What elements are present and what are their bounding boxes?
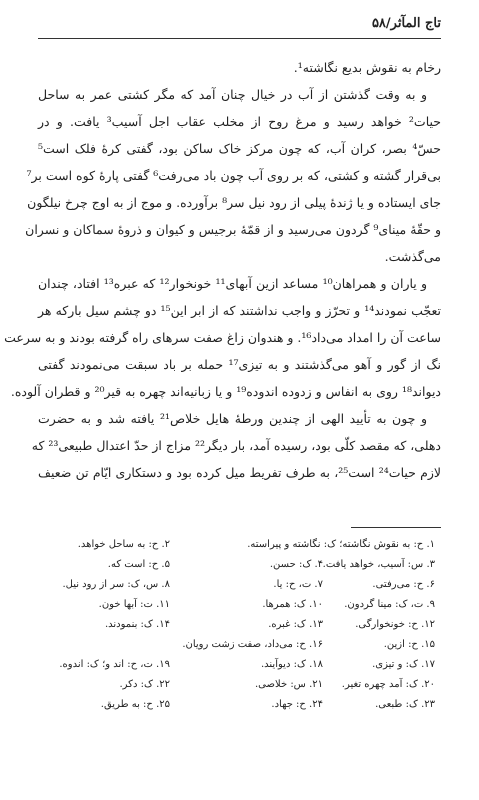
footnote: ۲۳. ک: طبعی. xyxy=(375,699,435,710)
footnote-divider xyxy=(351,527,441,528)
footnote: ۱۶. ح: می‌داد، صفت زشت رویان. xyxy=(182,639,323,650)
footnote-row xyxy=(44,675,435,695)
body-line: حسّ⁴ بصر، کران آب، که چون مرکز خاک ساکن بود، گفتی کرهٔ فلک است⁵ xyxy=(38,141,441,156)
footnote: ۵. ح: است که. xyxy=(107,559,170,570)
body-line: تعجّب نمودند¹⁴ و تحرّز و واجب نداشتند که از ابر این¹⁵ دو چشم سیل بارکه هر xyxy=(38,303,441,318)
footnote: ۲۱. س: خلاصی. xyxy=(254,679,323,690)
footnote: ۱۴. ک: بنمودند. xyxy=(104,619,170,630)
body-line: و به وقت گذشتن از آب در خیال چنان آمد که مگر کشتی عمر به ساحل xyxy=(38,87,427,102)
footnote-row xyxy=(44,595,435,615)
footnote-row xyxy=(44,575,435,595)
footnote: ۹. ت، ک: مینا گردون. xyxy=(344,599,435,610)
running-header xyxy=(38,10,441,39)
body-line: و چون به تأیید الهی از چندین ورطهٔ هایل خلاص²¹ یافته شد و به حضرت xyxy=(38,411,427,426)
footnote: ۲۵. ح: به طریق. xyxy=(100,699,170,710)
footnote: ۱۳. ک: غبره. xyxy=(268,619,323,630)
footnote-row xyxy=(44,635,435,655)
footnote-row xyxy=(44,535,435,555)
footnote-row xyxy=(44,615,435,635)
header-title: تاج المآثر/۵۸ xyxy=(371,16,441,31)
body-line: جای ایستاده و یا ژندهٔ پیلی از رود نیل سر⁸ برآورده. و موج از به اوج چرخ نیلگون xyxy=(27,195,441,210)
footnote-row xyxy=(44,695,435,715)
footnote: ۱۲. ح: خونخوارگی. xyxy=(355,619,435,630)
footnote: ۱۵. ح: ازین. xyxy=(383,639,435,650)
footnote: ۸. س، ک: سر از رود نیل. xyxy=(62,579,170,590)
body-line: حیات² خواهد رسید و مرغ روح از مخلب عقاب اجل آسیب³ یافت. و در xyxy=(38,114,441,129)
footnote: ۲۲. ک: دکر. xyxy=(119,679,170,690)
body-line: دیواند¹⁸ روی به انفاس و زدوده اندوده¹⁹ و یا زبانیه‌اند چهره به قیر²⁰ و قطران آلوده. xyxy=(10,384,441,399)
body-line: نگ از گور و آهو می‌گذشتند و به تیزی¹⁷ حمله بر باد سبقت می‌نمودند گفتی xyxy=(38,357,441,372)
body-line: لازم حیات²⁴ است²⁵، به طرف تفریط میل کرده بود و دستکاری ایّام تن ضعیف xyxy=(38,465,442,480)
footnote-row xyxy=(44,555,435,575)
body-line: و یاران و همراهان¹⁰ مساعد ازین آبهای¹¹ خونخوار¹² که عبره¹³ افتاد، چندان xyxy=(38,276,428,291)
body-line: و حقّهٔ مینای⁹ گردون می‌رسید و از قمّهٔ برجیس و کیوان و ذروهٔ سماکان و نسران xyxy=(25,222,441,237)
body-line: بی‌قرار گشته و کشتی، که بر روی آب چون باد می‌رفت⁶ گفتی پارهٔ کوه است بر⁷ xyxy=(26,168,441,183)
footnote: ۲۴. ح: جهاد. xyxy=(271,699,323,710)
footnote: ۷. ت، ح: یا. xyxy=(273,579,323,590)
footnote: ۴. ک: حسن. xyxy=(269,559,323,570)
footnote-row xyxy=(44,655,435,675)
footnote: ۲. ح: به ساحل خواهد. xyxy=(77,539,170,550)
body-line: دهلی، که مقصد کلّی بود، رسیده آمد، بار دیگر²² مزاج از حدّ اعتدال طبیعی²³ که xyxy=(31,438,441,453)
footnote: ۱۹. ت، ح: اند و؛ ک: اندوه. xyxy=(59,659,170,670)
footnotes xyxy=(44,535,435,715)
footnote: ۱۰. ک: همرها. xyxy=(262,599,323,610)
body-line: ساعت آن را امداد می‌داد¹⁶. و هندوان زاغ صفت سرهای راه گرفته بودند و به سرعت xyxy=(4,330,441,345)
footnote: ۱۸. ک: دیوآیند. xyxy=(260,659,323,670)
body-line: می‌گذشت. xyxy=(384,249,441,264)
footnote: ۲۰. ک: آمد چهره تغیر. xyxy=(341,679,435,690)
footnote: ۱۷. ک: و تیزی. xyxy=(372,659,435,670)
footnote: ۶. ح: می‌رفتی. xyxy=(372,579,435,590)
footnote: ۳. س: آسیب، خواهد یافت. xyxy=(322,559,435,570)
body-text xyxy=(4,54,442,486)
footnote: ۱۱. ت: آبها خون. xyxy=(98,599,170,610)
body-line: رخام به نقوش بدیع نگاشته¹. xyxy=(293,60,441,75)
footnote: ۱. ح: به نقوش نگاشته؛ ک: نگاشته و پیراسته. xyxy=(247,539,435,550)
